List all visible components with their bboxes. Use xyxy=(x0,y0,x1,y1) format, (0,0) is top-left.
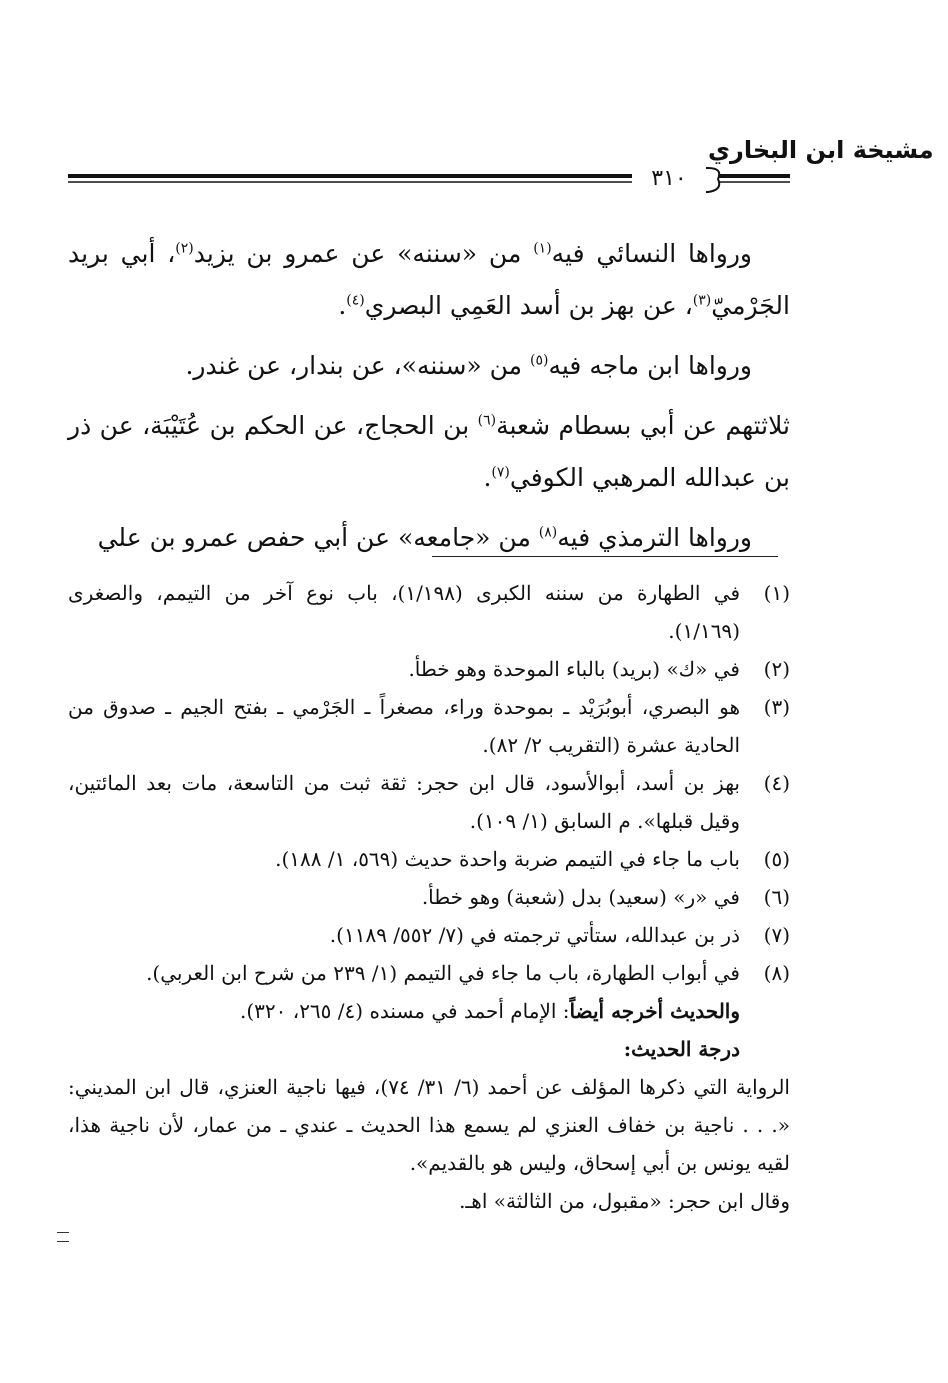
footnote xyxy=(68,574,790,650)
footnote-number: (٦) xyxy=(763,885,790,909)
footnote-ref[interactable]: (٧) xyxy=(491,464,510,481)
also-label: والحديث أخرجه أيضاً xyxy=(569,999,740,1023)
footnote-text: ذر بن عبدالله، ستأتي ترجمته في (٧/ ٥٥٢/ ١١٨٩). xyxy=(329,923,740,947)
footnote xyxy=(68,954,790,992)
footnote-text: باب ما جاء في التيمم ضربة واحدة حديث (٥٦٩، ١/ ١٨٨). xyxy=(275,847,740,871)
footnote-text: هو البصري، أبوبُرَيْد ـ بموحدة وراء، مصغراً ـ الجَرْمي ـ بفتح الجيم ـ صدوق من الحادية عشرة (التقريب ٢/ ٨٢). xyxy=(68,695,740,757)
footnote-text: في الطهارة من سننه الكبرى (١/١٩٨)، باب نوع آخر من التيمم، والصغرى (١/١٦٩). xyxy=(68,581,741,643)
text-run: بن الحجاج، عن الحكم بن عُتَيْبَة، عن ذر بن عبدالله المرهبي الكوفي xyxy=(68,411,790,492)
footnote-ref[interactable]: (١) xyxy=(533,240,552,257)
text-run: . xyxy=(483,463,492,492)
footnote-number: (٨) xyxy=(763,961,790,985)
footnote xyxy=(68,764,790,840)
main-text xyxy=(68,228,790,572)
margin-mark xyxy=(57,1232,69,1242)
paragraph xyxy=(68,228,790,332)
text-run: من «سننه» عن عمرو بن يزيد xyxy=(193,239,534,268)
footnote-ref[interactable]: (٨) xyxy=(538,524,558,541)
footnotes xyxy=(68,574,790,1220)
footnote xyxy=(68,650,790,688)
footnote-number: (٣) xyxy=(763,695,790,719)
footnote-text: في «ر» (سعيد) بدل (شعبة) وهو خطأ. xyxy=(421,885,740,909)
also-text: : الإمام أحمد في مسنده (٤/ ٢٦٥، ٣٢٠). xyxy=(239,999,570,1023)
footnote xyxy=(68,878,790,916)
grade-text-2: وقال ابن حجر: «مقبول، من الثالثة» اهـ. xyxy=(459,1189,790,1213)
paragraph xyxy=(68,340,790,392)
footnote-number: (٤) xyxy=(763,771,790,795)
footnote-number: (٧) xyxy=(763,923,790,947)
footnote-number: (٢) xyxy=(763,657,790,681)
footnote-text: بهز بن أسد، أبوالأسود، قال ابن حجر: ثقة ثبت من التاسعة، مات بعد المائتين، وقيل قبلها». م السابق (١/ ١٠٩). xyxy=(68,771,740,833)
footnote-ref[interactable]: (٤) xyxy=(346,292,365,309)
footnote-ref[interactable]: (٣) xyxy=(692,292,712,309)
page-number: ٣١٠ xyxy=(632,164,706,194)
text-run: ، عن بهز بن أسد العَمِي البصري xyxy=(364,291,693,320)
footnote xyxy=(68,840,790,878)
text-run: ورواها ابن ماجه فيه xyxy=(548,351,752,380)
also-note xyxy=(68,992,790,1030)
running-title: مشيخة ابن البخاري xyxy=(708,136,934,164)
text-run: ورواها الترمذي فيه xyxy=(557,523,752,552)
footnote-ref[interactable]: (٥) xyxy=(530,352,549,369)
footnote-number: (٥) xyxy=(763,847,790,871)
text-run: من «سننه»، عن بندار، عن غندر. xyxy=(185,351,531,380)
grade-heading: درجة الحديث: xyxy=(623,1037,740,1061)
footnote-number: (١) xyxy=(763,581,790,605)
text-run: ثلاثتهم عن أبي بسطام شعبة xyxy=(496,411,790,440)
footnote-ref[interactable]: (٦) xyxy=(477,412,497,429)
text-run: ، أبي بريد الجَرْميّ xyxy=(68,239,790,320)
text-run: ورواها النسائي فيه xyxy=(551,239,752,268)
footnote-text: في أبواب الطهارة، باب ما جاء في التيمم (١/ ٢٣٩ من شرح ابن العربي). xyxy=(146,961,740,985)
footnote-separator xyxy=(432,556,778,557)
footnote-ref[interactable]: (٢) xyxy=(175,240,194,257)
footnote-text: في «ك» (بريد) بالباء الموحدة وهو خطأ. xyxy=(408,657,740,681)
text-run: . xyxy=(338,291,347,320)
text-run: من «جامعه» عن أبي حفص عمرو بن علي xyxy=(97,523,539,552)
paragraph xyxy=(68,400,790,504)
footnote xyxy=(68,916,790,954)
footnote xyxy=(68,688,790,764)
grade-text: الرواية التي ذكرها المؤلف عن أحمد (٦/ ٣١/ ٧٤)، فيها ناجية العنزي، قال ابن المديني: «. . . ناجية بن خفاف العنزي لم يسمع هذا الحديث ـ عندي ـ من عمار، لأن ناجية هذا، لقيه يونس بن أبي إسحاق، وليس هو بالقديم». xyxy=(68,1075,790,1175)
